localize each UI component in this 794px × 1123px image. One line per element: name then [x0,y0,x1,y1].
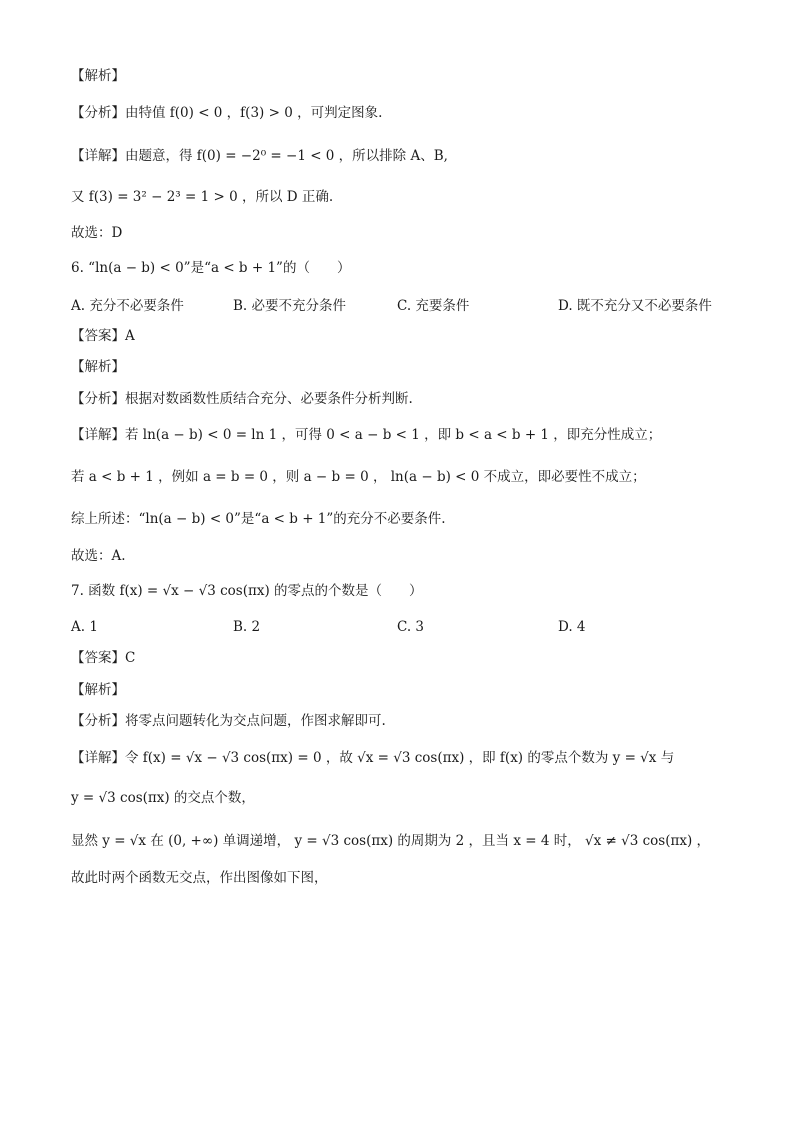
detail-text-q6-2: 若 a < b + 1 ，例如 a = b = 0 ，则 a − b = 0 ， ln(a − b) < 0 不成立，即必要性不成立； [71,469,646,485]
analysis-heading-q7: 【解析】 [71,682,125,698]
detail-text-q5-2: 又 f(3) = 3² − 2³ = 1 > 0 ，所以 D 正确. [71,189,334,205]
q6-option-a: A. 充分不必要条件 [71,298,184,314]
detail-text-q5-1: 【详解】由题意，得 f(0) = −2⁰ = −1 < 0 ，所以排除 A、B, [71,148,448,164]
analysis-heading-q5: 【解析】 [71,68,125,84]
detail-text-q7-2: y = √3 cos(πx) 的交点个数， [71,790,255,806]
analysis-text-q7: 【分析】将零点问题转化为交点问题，作图求解即可. [71,713,386,729]
question-7: 7. 函数 f(x) = √x − √3 cos(πx) 的零点的个数是（ ） [71,583,423,599]
q6-option-b: B. 必要不充分条件 [233,298,347,314]
question-6: 6. “ln(a − b) < 0”是“a < b + 1”的（ ） [71,260,351,276]
q7-option-b: B. 2 [233,619,261,635]
analysis-heading-q6: 【解析】 [71,359,125,375]
answer-q7: 【答案】C [71,650,136,666]
detail-text-q7-3: 显然 y = √x 在 (0, +∞) 单调递增， y = √3 cos(πx) 的周期为 2 ，且当 x = 4 时， √x ≠ √3 cos(πx) ， [71,833,711,849]
answer-choice-q5: 故选：D [71,225,123,241]
detail-text-q7-4: 故此时两个函数无交点，作出图像如下图， [71,870,328,886]
detail-text-q7-1: 【详解】令 f(x) = √x − √3 cos(πx) = 0 ，故 √x = √3 cos(πx) ，即 f(x) 的零点个数为 y = √x 与 [71,750,675,766]
analysis-text-q5: 【分析】由特值 f(0) < 0 ，f(3) > 0 ，可判定图象. [71,105,383,121]
analysis-text-q6: 【分析】根据对数函数性质结合充分、必要条件分析判断. [71,391,413,407]
q6-option-c: C. 充要条件 [397,298,470,314]
q6-option-d: D. 既不充分又不必要条件 [558,298,712,314]
q7-option-a: A. 1 [71,619,98,635]
q7-option-d: D. 4 [558,619,586,635]
answer-choice-q6: 故选：A. [71,548,126,564]
q7-option-c: C. 3 [397,619,425,635]
detail-text-q6-3: 综上所述：“ln(a − b) < 0”是“a < b + 1”的充分不必要条件. [71,511,446,527]
answer-q6: 【答案】A [71,328,135,344]
detail-text-q6-1: 【详解】若 ln(a − b) < 0 = ln 1 ，可得 0 < a − b < 1 ，即 b < a < b + 1 ，即充分性成立； [71,427,662,443]
